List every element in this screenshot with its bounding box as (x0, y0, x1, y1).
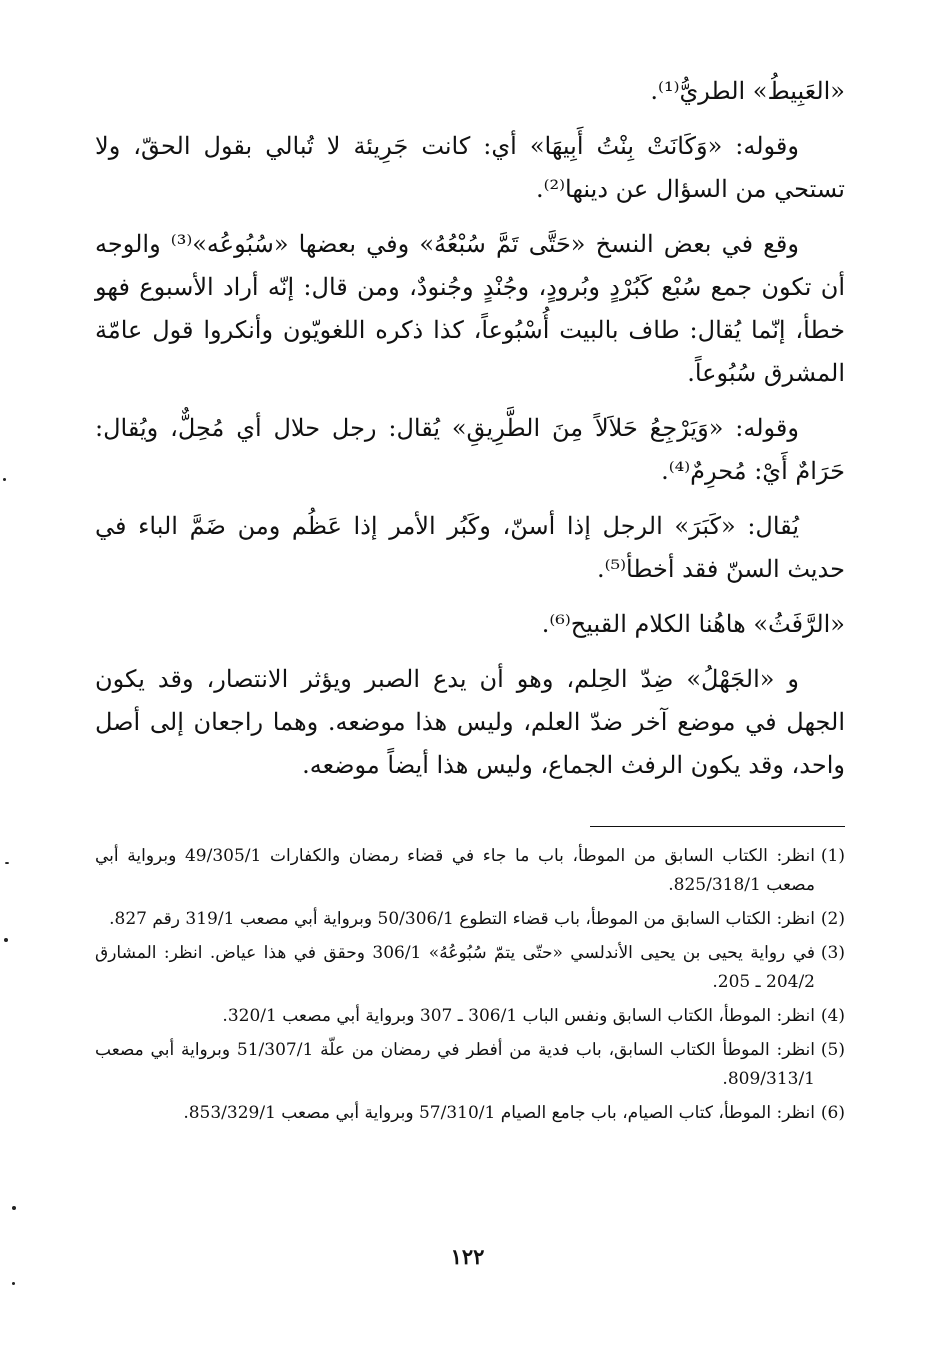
paragraph-3: وقع في بعض النسخ «حَتَّى تَمَّ سُبْعُهُ» وفي بعضها «سُبُوعُه»⁽³⁾ والوجه أن تكون جمع سُبْع كَبُرْدٍ وبُرودٍ، وجُنْدٍ وجُنودٌ، ومن قال: إنّه أراد الأسبوع فهو خطأ، إنّما يُقال: طاف بالبيت أُسْبُوعاً، كذا ذكره اللغويّون وأنكروا قول عامّة المشرق سُبُوعاً. (95, 230, 846, 387)
paragraph-7: و «الجَهْلُ» ضِدّ الحِلم، وهو أن يدع الصبر ويؤثر الانتصار، وقد يكون الجهل في موضع آخر ضدّ العلم، وليس هذا موضعه. وهما راجعان إلى أصل واحد، وقد يكون الرفث الجماع، وليس هذا أيضاً موضعه. (95, 665, 845, 779)
footnote-text: انظر: الكتاب السابق من الموطأ، باب ما جاء في قضاء رمضان والكفارات 49/305/1 وبرواية أبي مصعب 825/318/1. (95, 846, 816, 895)
scan-speck (5, 862, 9, 864)
footnote-number: (1) (820, 846, 845, 866)
paragraph-4: وقوله: «وَيَرْجِعُ حَلاَلاً مِنَ الطَّرِيقِ» يُقال: رجل حلال أي مُحِلٌّ، ويُقال: حَرَامٌ أَيْ: مُحرِمٌ⁽⁴⁾. (95, 414, 845, 485)
footnote-number: (3) (820, 943, 845, 963)
paragraph-6: «الرَّفَثُ» هاهُنا الكلام القبيح⁽⁶⁾. (541, 610, 845, 638)
footnote-item (95, 905, 845, 934)
scan-speck (4, 938, 8, 942)
footnote-number: (4) (820, 1006, 845, 1026)
footnote-item (95, 1002, 845, 1031)
paragraph-2: وقوله: «وَكَانَتْ بِنْتُ أَبِيهَا» أي: كانت جَرِيئة لا تُبالي بقول الحقّ، ولا تستحي من السؤال عن دينها⁽²⁾. (95, 132, 845, 203)
page-number: ١٢٢ (450, 1244, 485, 1269)
footnote-number: (5) (820, 1040, 845, 1060)
footnote-text: انظر: الموطأ، كتاب الصيام، باب جامع الصيام 57/310/1 وبرواية أبي مصعب 853/329/1. (183, 1103, 815, 1123)
scan-speck (12, 1282, 15, 1285)
footnote-divider (590, 826, 845, 827)
main-text (95, 70, 845, 799)
footnote-item (95, 939, 845, 997)
paragraph-5: يُقال: «كَبَرَ» الرجل إذا أسنّ، وكَبُر الأمر إذا عَظُم ومن ضَمَّ الباء في حديث السنّ فقد أخطأ⁽⁵⁾. (95, 512, 845, 583)
footnote-item (95, 1099, 845, 1128)
scan-speck (12, 1206, 16, 1210)
footnote-item (95, 842, 845, 900)
scan-speck (3, 478, 6, 481)
paragraph-1: «العَبِيطُ» الطريُّ⁽¹⁾. (650, 77, 845, 105)
footnote-number: (2) (820, 909, 845, 929)
footnote-number: (6) (820, 1103, 845, 1123)
footnote-text: انظر: الموطأ الكتاب السابق، باب فدية من أفطر في رمضان من علّة 51/307/1 وبرواية أبي مصعب 809/313/1. (95, 1040, 815, 1089)
footnote-item (95, 1036, 845, 1094)
footnotes (95, 842, 845, 1133)
footnote-text: انظر: الكتاب السابق من الموطأ، باب قضاء التطوع 50/306/1 وبرواية أبي مصعب 319/1 رقم 827. (109, 909, 815, 929)
footnote-text: انظر: الموطأ، الكتاب السابق ونفس الباب 306/1 ـ 307 وبرواية أبي مصعب 320/1. (222, 1006, 815, 1026)
footnote-text: في رواية يحيى بن يحيى الأندلسي «حتّى يتمّ سُبُوعُهُ» 306/1 وحقق في هذا عياض. انظر: المشارق 204/2 ـ 205. (95, 943, 815, 992)
